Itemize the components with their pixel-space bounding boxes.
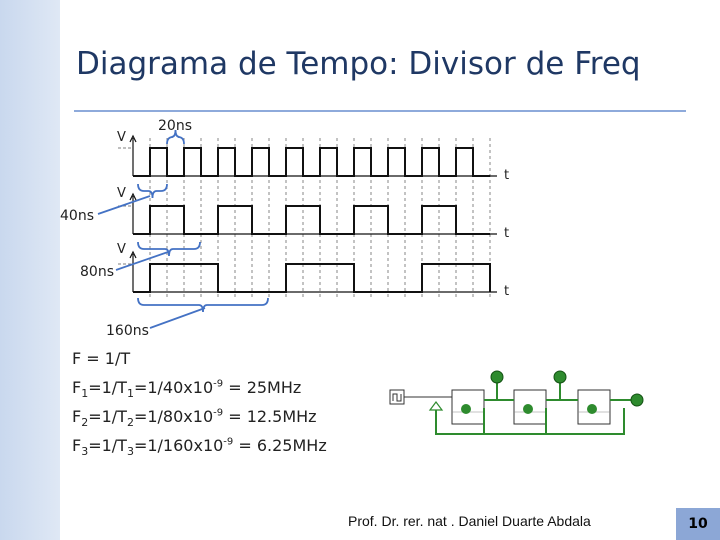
t-axis-label-2: t bbox=[504, 226, 510, 241]
period-label-160ns: 160ns bbox=[106, 323, 149, 339]
reset-triangle-icon bbox=[430, 402, 442, 410]
probe-icon-3 bbox=[631, 394, 643, 406]
v-axis-label-2: V bbox=[117, 186, 126, 201]
v-axis-label-1: V bbox=[117, 130, 126, 145]
clock-source-icon bbox=[390, 390, 452, 404]
slide-title: Diagrama de Tempo: Divisor de Freq bbox=[76, 46, 641, 82]
period-label-20ns: 20ns bbox=[158, 118, 192, 134]
period-label-80ns: 80ns bbox=[80, 264, 114, 280]
page-number: 10 bbox=[688, 516, 708, 532]
footer-author: Prof. Dr. rer. nat . Daniel Duarte Abdala bbox=[348, 513, 591, 529]
period-label-40ns: 40ns bbox=[60, 208, 94, 224]
formula-line-2: $F_2=1/T_2=1/80x10^{-9} = 12.5MHz$ bbox=[72, 407, 317, 430]
v-axis-label-3: V bbox=[117, 242, 126, 257]
probe-icon-1 bbox=[491, 371, 503, 383]
probe-icon-2 bbox=[554, 371, 566, 383]
formula-line-0: F = 1/T bbox=[72, 349, 131, 368]
formula-line-3: $F_3=1/T_3=1/160x10^{-9} = 6.25MHz$ bbox=[72, 436, 327, 459]
t-axis-label-3: t bbox=[504, 284, 510, 299]
t-axis-label-1: t bbox=[504, 168, 510, 183]
formula-line-1: $F_1=1/T_1=1/40x10^{-9} = 25MHz$ bbox=[72, 378, 302, 401]
